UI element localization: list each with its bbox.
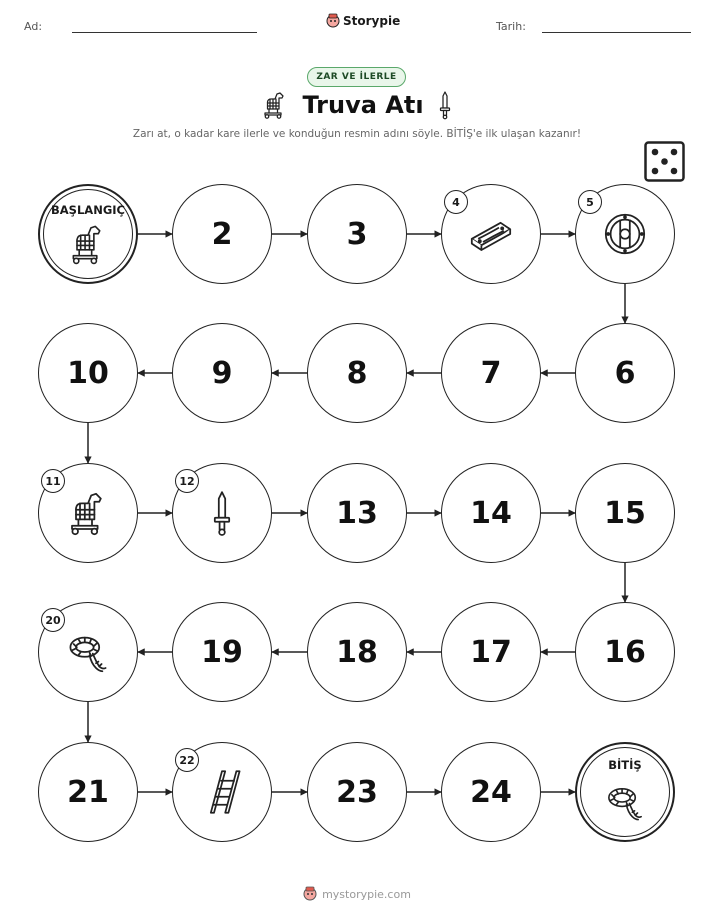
- board-cell[interactable]: [172, 323, 272, 423]
- cell-number: 23: [336, 774, 378, 810]
- cell-number: 24: [470, 774, 512, 810]
- board-cell[interactable]: [307, 323, 407, 423]
- cell-number-badge: 5: [578, 190, 602, 214]
- cell-number: 10: [67, 355, 109, 391]
- ladder-icon: [198, 768, 246, 816]
- instructions: Zarı at, o kadar kare ilerle ve konduğun resmin adını söyle. BİTİŞ'e ilk ulaşan kazanır!: [132, 128, 582, 140]
- page-title: Truva Atı: [302, 91, 424, 119]
- cell-number-badge: 20: [41, 608, 65, 632]
- wooden-plank-icon: [467, 210, 515, 258]
- cell-number-badge: 11: [41, 469, 65, 493]
- cell-number-badge: 22: [175, 748, 199, 772]
- board-cell[interactable]: [575, 463, 675, 563]
- board-cell[interactable]: [441, 463, 541, 563]
- cell-number: 15: [604, 495, 646, 531]
- cell-number: 7: [480, 355, 502, 391]
- cell-number-badge: 4: [444, 190, 468, 214]
- footer: [0, 886, 714, 902]
- rope-icon: [603, 780, 647, 824]
- board-cell[interactable]: [307, 463, 407, 563]
- brand-name: Storypie: [343, 14, 401, 28]
- cell-number: 14: [470, 495, 512, 531]
- name-label: Ad:: [24, 20, 43, 33]
- board-cell[interactable]: [441, 323, 541, 423]
- start-label: BAŞLANGIÇ: [51, 203, 125, 217]
- finish-label: BİTİŞ: [608, 758, 642, 772]
- board-cell[interactable]: [172, 184, 272, 284]
- cell-number: 21: [67, 774, 109, 810]
- board-cell[interactable]: [38, 742, 138, 842]
- board-cell[interactable]: [441, 742, 541, 842]
- cell-number: 3: [346, 216, 368, 252]
- cell-number-badge: 12: [175, 469, 199, 493]
- board-cell[interactable]: [172, 602, 272, 702]
- date-label: Tarih:: [496, 20, 526, 33]
- board-cell[interactable]: [307, 742, 407, 842]
- trojan-horse-icon: [66, 222, 110, 266]
- cell-number: 6: [614, 355, 636, 391]
- cell-number: 16: [604, 634, 646, 670]
- mascot-icon: [303, 886, 317, 902]
- cell-number: 2: [211, 216, 233, 252]
- trojan-horse-icon: [64, 489, 112, 537]
- cell-number: 9: [211, 355, 233, 391]
- board-cell[interactable]: [575, 602, 675, 702]
- board-cell[interactable]: [307, 184, 407, 284]
- cell-number: 19: [201, 634, 243, 670]
- game-type-tag: ZAR VE İLERLE: [307, 67, 406, 87]
- board-cell[interactable]: [441, 602, 541, 702]
- cell-number: 8: [346, 355, 368, 391]
- cell-number: 18: [336, 634, 378, 670]
- board-cell[interactable]: [575, 323, 675, 423]
- finish-cell[interactable]: [575, 742, 675, 842]
- sword-icon: [198, 489, 246, 537]
- board-cell[interactable]: [38, 323, 138, 423]
- cell-number: 13: [336, 495, 378, 531]
- start-cell[interactable]: [38, 184, 138, 284]
- footer-url[interactable]: mystorypie.com: [322, 887, 411, 901]
- round-shield-icon: [601, 210, 649, 258]
- board-cell[interactable]: [307, 602, 407, 702]
- cell-number: 17: [470, 634, 512, 670]
- rope-icon: [64, 628, 112, 676]
